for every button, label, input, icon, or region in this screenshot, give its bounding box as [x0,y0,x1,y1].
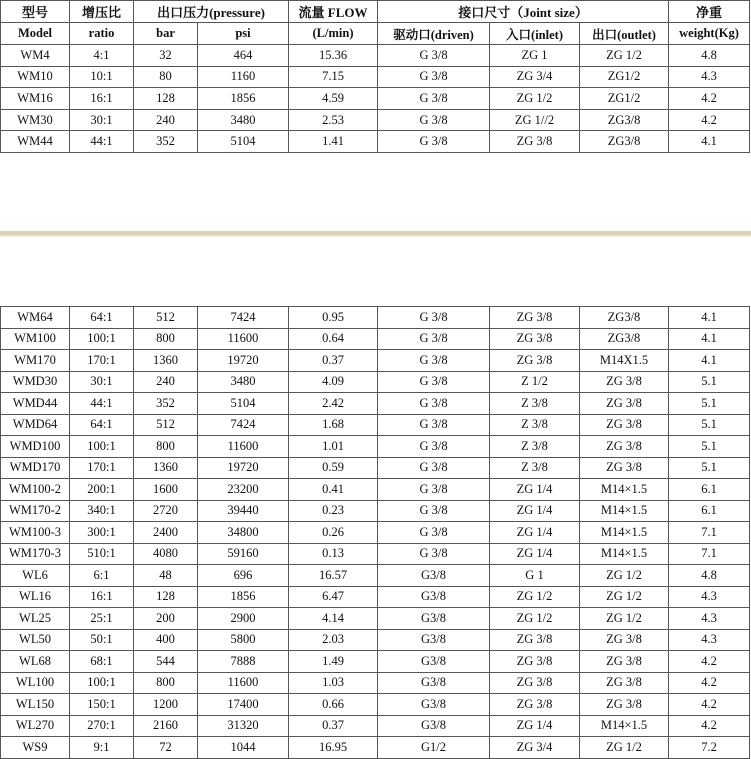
cell-inlet: G 1 [490,565,580,587]
cell-driven: G 3/8 [378,109,490,131]
cell-ratio: 510:1 [70,543,134,565]
cell-outlet: ZG 1/2 [580,565,669,587]
cell-driven: G3/8 [378,672,490,694]
table-row [1,109,750,131]
table-row [1,479,750,501]
cell-weight: 4.2 [669,109,750,131]
cell-psi: 5104 [198,131,289,153]
cell-inlet: Z 3/8 [490,457,580,479]
cell-outlet: ZG 3/8 [580,414,669,436]
cell-flow: 1.49 [289,651,378,673]
cell-weight: 4.2 [669,651,750,673]
table-row [1,350,750,372]
cell-ratio: 30:1 [70,371,134,393]
cell-bar: 1360 [134,350,198,372]
cell-weight: 4.2 [669,715,750,737]
spec-table-bottom [0,306,750,759]
cell-bar: 800 [134,672,198,694]
cell-psi: 2900 [198,608,289,630]
cell-outlet: ZG 3/8 [580,393,669,415]
cell-psi: 19720 [198,350,289,372]
cell-inlet: ZG 1/2 [490,88,580,110]
cell-flow: 2.03 [289,629,378,651]
cell-flow: 16.95 [289,737,378,759]
cell-outlet: ZG 3/8 [580,629,669,651]
cell-weight: 4.3 [669,629,750,651]
table-row [1,457,750,479]
cell-psi: 19720 [198,457,289,479]
cell-model: WL6 [1,565,70,587]
header-inlet: 入口(inlet) [490,23,580,45]
cell-weight: 6.1 [669,479,750,501]
cell-model: WMD100 [1,436,70,458]
cell-flow: 7.15 [289,66,378,88]
cell-ratio: 50:1 [70,629,134,651]
table-row [1,131,750,153]
cell-inlet: ZG 1/4 [490,715,580,737]
cell-bar: 2160 [134,715,198,737]
cell-psi: 23200 [198,479,289,501]
cell-outlet: M14×1.5 [580,543,669,565]
cell-inlet: ZG 3/8 [490,629,580,651]
cell-flow: 4.14 [289,608,378,630]
cell-model: WM170 [1,350,70,372]
cell-ratio: 4:1 [70,45,134,67]
header-driven: 驱动口(driven) [378,23,490,45]
cell-psi: 39440 [198,500,289,522]
cell-bar: 512 [134,307,198,329]
cell-bar: 48 [134,565,198,587]
cell-psi: 5104 [198,393,289,415]
cell-flow: 0.41 [289,479,378,501]
cell-model: WM64 [1,307,70,329]
cell-model: WM10 [1,66,70,88]
cell-outlet: ZG 3/8 [580,457,669,479]
cell-ratio: 100:1 [70,436,134,458]
cell-inlet: Z 1/2 [490,371,580,393]
cell-inlet: Z 3/8 [490,393,580,415]
cell-outlet: ZG 1/2 [580,608,669,630]
table-row [1,715,750,737]
cell-flow: 0.64 [289,328,378,350]
cell-inlet: ZG 1/2 [490,608,580,630]
cell-model: WM100-2 [1,479,70,501]
cell-ratio: 200:1 [70,479,134,501]
cell-model: WM30 [1,109,70,131]
cell-psi: 3480 [198,371,289,393]
cell-flow: 4.09 [289,371,378,393]
cell-weight: 7.1 [669,522,750,544]
cell-weight: 4.3 [669,608,750,630]
header-model-en: Model [1,23,70,45]
header-psi: psi [198,23,289,45]
cell-psi: 1856 [198,586,289,608]
cell-weight: 4.2 [669,694,750,716]
cell-model: WM16 [1,88,70,110]
cell-driven: G 3/8 [378,371,490,393]
cell-ratio: 25:1 [70,608,134,630]
header-pressure: 出口压力(pressure) [134,1,289,23]
cell-psi: 11600 [198,672,289,694]
cell-psi: 5800 [198,629,289,651]
header-weight-en: weight(Kg) [669,23,750,45]
cell-outlet: ZG 3/8 [580,371,669,393]
table-row [1,328,750,350]
cell-driven: G 3/8 [378,393,490,415]
cell-model: WL150 [1,694,70,716]
cell-driven: G3/8 [378,586,490,608]
cell-flow: 0.37 [289,350,378,372]
cell-bar: 1360 [134,457,198,479]
cell-model: WL50 [1,629,70,651]
cell-weight: 7.1 [669,543,750,565]
cell-weight: 4.8 [669,45,750,67]
cell-psi: 59160 [198,543,289,565]
cell-outlet: ZG3/8 [580,307,669,329]
cell-model: WM44 [1,131,70,153]
cell-inlet: ZG 1/2 [490,586,580,608]
table-row [1,651,750,673]
cell-inlet: ZG 1 [490,45,580,67]
cell-psi: 3480 [198,109,289,131]
bottom-table-body [1,307,750,759]
header-row-2 [1,23,750,45]
cell-driven: G 3/8 [378,414,490,436]
cell-model: WL68 [1,651,70,673]
cell-driven: G 3/8 [378,479,490,501]
cell-flow: 0.95 [289,307,378,329]
table-row [1,672,750,694]
cell-outlet: ZG1/2 [580,88,669,110]
cell-weight: 7.2 [669,737,750,759]
cell-flow: 0.13 [289,543,378,565]
cell-psi: 1856 [198,88,289,110]
cell-bar: 400 [134,629,198,651]
header-ratio-en: ratio [70,23,134,45]
cell-ratio: 68:1 [70,651,134,673]
table-row [1,522,750,544]
cell-driven: G 3/8 [378,543,490,565]
table-row [1,45,750,67]
cell-flow: 0.26 [289,522,378,544]
cell-weight: 5.1 [669,371,750,393]
cell-weight: 4.3 [669,66,750,88]
cell-model: WMD30 [1,371,70,393]
cell-bar: 352 [134,393,198,415]
cell-weight: 5.1 [669,436,750,458]
cell-weight: 4.1 [669,350,750,372]
cell-outlet: M14×1.5 [580,479,669,501]
cell-bar: 1200 [134,694,198,716]
cell-outlet: ZG3/8 [580,109,669,131]
header-ratio-cn: 增压比 [70,1,134,23]
section-divider-shadow [0,235,751,237]
cell-model: WS9 [1,737,70,759]
cell-flow: 1.41 [289,131,378,153]
cell-driven: G3/8 [378,608,490,630]
cell-ratio: 44:1 [70,393,134,415]
cell-psi: 464 [198,45,289,67]
table-row [1,88,750,110]
cell-driven: G 3/8 [378,66,490,88]
table-row [1,543,750,565]
cell-bar: 200 [134,608,198,630]
cell-driven: G3/8 [378,715,490,737]
cell-inlet: Z 3/8 [490,414,580,436]
cell-bar: 544 [134,651,198,673]
cell-ratio: 340:1 [70,500,134,522]
cell-psi: 17400 [198,694,289,716]
cell-model: WM170-2 [1,500,70,522]
cell-inlet: ZG 1//2 [490,109,580,131]
cell-bar: 800 [134,328,198,350]
cell-driven: G 3/8 [378,500,490,522]
cell-psi: 11600 [198,436,289,458]
cell-inlet: ZG 3/8 [490,694,580,716]
cell-model: WM170-3 [1,543,70,565]
header-model-cn: 型号 [1,1,70,23]
cell-flow: 0.37 [289,715,378,737]
cell-model: WL16 [1,586,70,608]
cell-flow: 1.68 [289,414,378,436]
cell-ratio: 64:1 [70,414,134,436]
cell-bar: 512 [134,414,198,436]
cell-flow: 1.01 [289,436,378,458]
cell-outlet: M14×1.5 [580,715,669,737]
header-flow-cn: 流量 FLOW [289,1,378,23]
cell-driven: G1/2 [378,737,490,759]
cell-weight: 4.1 [669,328,750,350]
cell-outlet: ZG3/8 [580,328,669,350]
cell-outlet: ZG1/2 [580,66,669,88]
cell-inlet: ZG 3/8 [490,651,580,673]
cell-psi: 11600 [198,328,289,350]
cell-ratio: 10:1 [70,66,134,88]
cell-driven: G 3/8 [378,350,490,372]
table-row [1,694,750,716]
cell-driven: G3/8 [378,694,490,716]
cell-outlet: ZG 3/8 [580,694,669,716]
cell-ratio: 6:1 [70,565,134,587]
cell-flow: 0.59 [289,457,378,479]
cell-weight: 4.2 [669,672,750,694]
header-weight-cn: 净重 [669,1,750,23]
cell-inlet: ZG 1/4 [490,543,580,565]
cell-driven: G 3/8 [378,88,490,110]
cell-model: WL270 [1,715,70,737]
cell-ratio: 44:1 [70,131,134,153]
cell-psi: 31320 [198,715,289,737]
cell-driven: G 3/8 [378,436,490,458]
cell-ratio: 64:1 [70,307,134,329]
header-outlet: 出口(outlet) [580,23,669,45]
cell-bar: 4080 [134,543,198,565]
cell-outlet: M14×1.5 [580,500,669,522]
table-row [1,307,750,329]
cell-outlet: ZG 1/2 [580,586,669,608]
cell-weight: 4.3 [669,586,750,608]
table-row [1,608,750,630]
cell-driven: G3/8 [378,565,490,587]
cell-ratio: 170:1 [70,457,134,479]
cell-driven: G3/8 [378,629,490,651]
cell-ratio: 300:1 [70,522,134,544]
cell-inlet: ZG 3/8 [490,307,580,329]
header-bar: bar [134,23,198,45]
cell-outlet: ZG 1/2 [580,737,669,759]
cell-bar: 2400 [134,522,198,544]
cell-ratio: 9:1 [70,737,134,759]
cell-bar: 800 [134,436,198,458]
cell-bar: 32 [134,45,198,67]
header-row-1 [1,1,750,23]
cell-inlet: Z 3/8 [490,436,580,458]
table-row [1,629,750,651]
cell-flow: 0.66 [289,694,378,716]
table-row [1,500,750,522]
cell-model: WL25 [1,608,70,630]
cell-inlet: ZG 3/8 [490,328,580,350]
cell-ratio: 30:1 [70,109,134,131]
cell-inlet: ZG 1/4 [490,522,580,544]
table-row [1,565,750,587]
cell-psi: 696 [198,565,289,587]
cell-bar: 352 [134,131,198,153]
cell-bar: 80 [134,66,198,88]
cell-model: WL100 [1,672,70,694]
cell-inlet: ZG 3/8 [490,350,580,372]
cell-driven: G 3/8 [378,307,490,329]
cell-flow: 6.47 [289,586,378,608]
cell-inlet: ZG 3/8 [490,672,580,694]
cell-ratio: 150:1 [70,694,134,716]
cell-bar: 2720 [134,500,198,522]
cell-ratio: 16:1 [70,586,134,608]
cell-driven: G 3/8 [378,522,490,544]
cell-driven: G 3/8 [378,45,490,67]
cell-weight: 4.1 [669,307,750,329]
cell-weight: 6.1 [669,500,750,522]
cell-driven: G 3/8 [378,131,490,153]
cell-flow: 2.42 [289,393,378,415]
cell-model: WM100 [1,328,70,350]
cell-model: WM4 [1,45,70,67]
cell-psi: 1160 [198,66,289,88]
cell-flow: 2.53 [289,109,378,131]
cell-bar: 240 [134,371,198,393]
cell-ratio: 16:1 [70,88,134,110]
table-row [1,393,750,415]
top-table-body [1,45,750,153]
cell-driven: G 3/8 [378,328,490,350]
cell-weight: 4.8 [669,565,750,587]
cell-psi: 7424 [198,414,289,436]
cell-outlet: ZG 1/2 [580,45,669,67]
cell-inlet: ZG 3/4 [490,737,580,759]
table-row [1,371,750,393]
cell-outlet: ZG3/8 [580,131,669,153]
table-row [1,436,750,458]
cell-outlet: ZG 3/8 [580,436,669,458]
header-flow-en: (L/min) [289,23,378,45]
cell-flow: 15.36 [289,45,378,67]
table-row [1,737,750,759]
table-row [1,414,750,436]
cell-model: WMD64 [1,414,70,436]
cell-flow: 1.03 [289,672,378,694]
cell-bar: 240 [134,109,198,131]
cell-flow: 16.57 [289,565,378,587]
cell-ratio: 270:1 [70,715,134,737]
cell-weight: 5.1 [669,393,750,415]
cell-bar: 128 [134,586,198,608]
cell-weight: 5.1 [669,414,750,436]
cell-inlet: ZG 3/4 [490,66,580,88]
cell-psi: 34800 [198,522,289,544]
cell-flow: 0.23 [289,500,378,522]
cell-ratio: 100:1 [70,672,134,694]
spec-table-top [0,0,750,153]
cell-psi: 1044 [198,737,289,759]
cell-model: WM100-3 [1,522,70,544]
cell-inlet: ZG 1/4 [490,479,580,501]
table-row [1,586,750,608]
cell-inlet: ZG 3/8 [490,131,580,153]
cell-outlet: M14X1.5 [580,350,669,372]
cell-weight: 5.1 [669,457,750,479]
cell-ratio: 170:1 [70,350,134,372]
cell-flow: 4.59 [289,88,378,110]
cell-outlet: ZG 3/8 [580,672,669,694]
cell-psi: 7888 [198,651,289,673]
cell-bar: 128 [134,88,198,110]
cell-inlet: ZG 1/4 [490,500,580,522]
table-row [1,66,750,88]
cell-model: WMD170 [1,457,70,479]
cell-outlet: ZG 3/8 [580,651,669,673]
cell-bar: 72 [134,737,198,759]
header-joint-size: 接口尺寸（Joint size） [378,1,669,23]
cell-ratio: 100:1 [70,328,134,350]
cell-driven: G 3/8 [378,457,490,479]
cell-bar: 1600 [134,479,198,501]
cell-driven: G3/8 [378,651,490,673]
cell-weight: 4.2 [669,88,750,110]
cell-psi: 7424 [198,307,289,329]
cell-model: WMD44 [1,393,70,415]
cell-weight: 4.1 [669,131,750,153]
cell-outlet: M14×1.5 [580,522,669,544]
